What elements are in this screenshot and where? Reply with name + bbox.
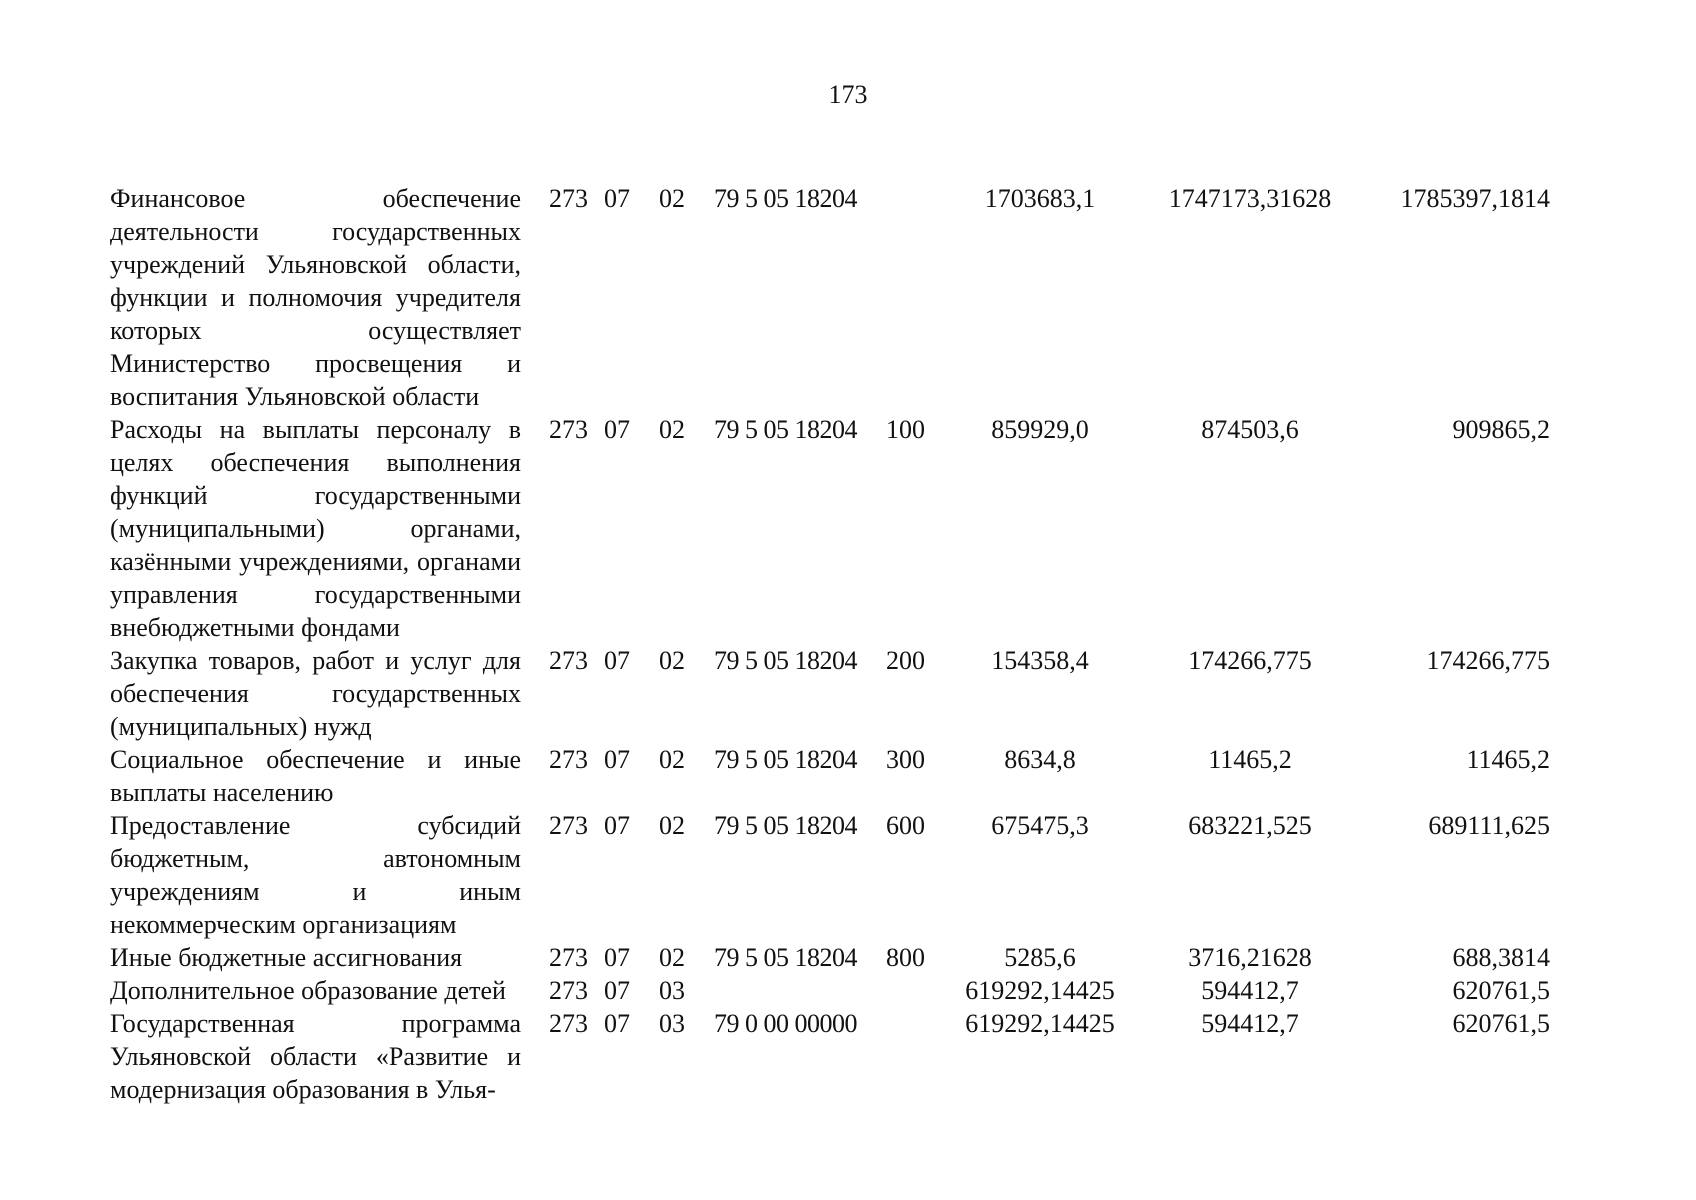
table-row bbox=[110, 974, 1580, 1007]
amount-year-3: 909865,2 bbox=[1452, 415, 1550, 444]
section-code: 07 bbox=[604, 646, 630, 675]
amount-year-3: 1785397,1814 bbox=[1400, 184, 1550, 213]
amount-year-1: 619292,14425 bbox=[965, 1009, 1115, 1038]
ved-code: 273 bbox=[549, 184, 588, 213]
amount-year-2: 683221,525 bbox=[1188, 811, 1312, 840]
section-code: 07 bbox=[604, 1009, 630, 1038]
page-number: 173 bbox=[828, 80, 868, 109]
item-name: Закупка товаров, работ и услуг для обеспечения государственных (муниципальных) нужд bbox=[110, 646, 521, 741]
table-row bbox=[110, 1007, 1580, 1106]
subsection-code: 02 bbox=[659, 811, 685, 840]
subsection-code: 02 bbox=[659, 415, 685, 444]
amount-year-3: 688,3814 bbox=[1452, 943, 1550, 972]
amount-year-3: 11465,2 bbox=[1466, 745, 1550, 774]
table-row bbox=[110, 743, 1580, 809]
target-item-code: 79 5 05 18204 bbox=[714, 811, 857, 840]
amount-year-2: 874503,6 bbox=[1201, 415, 1299, 444]
section-code: 07 bbox=[604, 943, 630, 972]
section-code: 07 bbox=[604, 811, 630, 840]
target-item-code: 79 5 05 18204 bbox=[714, 184, 857, 213]
expense-type-code: 200 bbox=[886, 646, 925, 675]
table-row bbox=[110, 413, 1580, 644]
expense-type-code: 600 bbox=[886, 811, 925, 840]
amount-year-1: 675475,3 bbox=[991, 811, 1089, 840]
amount-year-2: 174266,775 bbox=[1188, 646, 1312, 675]
subsection-code: 03 bbox=[659, 1009, 685, 1038]
target-item-code: 79 0 00 00000 bbox=[714, 1009, 857, 1038]
ved-code: 273 bbox=[549, 1009, 588, 1038]
amount-year-3: 620761,5 bbox=[1452, 976, 1550, 1005]
amount-year-2: 11465,2 bbox=[1208, 745, 1292, 774]
amount-year-1: 8634,8 bbox=[1004, 745, 1076, 774]
expense-type-code bbox=[882, 178, 940, 413]
item-name: Финансовое обеспечение деятельности государственных учреждений Ульяновской области, функции и полномочия учредителя которых осуществляет Министерство просвещения и воспитания Ульяновской области bbox=[110, 184, 521, 411]
item-name: Дополнительное образование детей bbox=[110, 976, 506, 1005]
subsection-code: 02 bbox=[659, 745, 685, 774]
ved-code: 273 bbox=[549, 646, 588, 675]
expense-type-code bbox=[882, 974, 940, 1007]
amount-year-2: 594412,7 bbox=[1201, 976, 1299, 1005]
item-name: Предоставление субсидий бюджетным, автономным учреждениям и иным некоммерческим организациям bbox=[110, 811, 521, 939]
section-code: 07 bbox=[604, 976, 630, 1005]
item-name: Расходы на выплаты персоналу в целях обеспечения выполнения функций государственными (муниципальными) органами, казёнными учреждениями, органами управления государственными внебюджетными фондами bbox=[110, 415, 521, 642]
item-name: Социальное обеспечение и иные выплаты населению bbox=[110, 745, 521, 807]
section-code: 07 bbox=[604, 745, 630, 774]
target-item-code: 79 5 05 18204 bbox=[714, 943, 857, 972]
budget-table bbox=[110, 178, 1580, 1106]
target-item-code: 79 5 05 18204 bbox=[714, 745, 857, 774]
amount-year-2: 1747173,31628 bbox=[1168, 184, 1332, 213]
amount-year-1: 619292,14425 bbox=[965, 976, 1115, 1005]
expense-type-code: 300 bbox=[886, 745, 925, 774]
subsection-code: 02 bbox=[659, 943, 685, 972]
amount-year-2: 3716,21628 bbox=[1188, 943, 1312, 972]
table-row bbox=[110, 809, 1580, 941]
expense-type-code bbox=[882, 1007, 940, 1106]
ved-code: 273 bbox=[549, 976, 588, 1005]
expense-type-code: 100 bbox=[886, 415, 925, 444]
amount-year-3: 174266,775 bbox=[1426, 646, 1550, 675]
amount-year-3: 689111,625 bbox=[1428, 811, 1550, 840]
section-code: 07 bbox=[604, 415, 630, 444]
table-row bbox=[110, 178, 1580, 413]
table-row bbox=[110, 941, 1580, 974]
target-item-code: 79 5 05 18204 bbox=[714, 415, 857, 444]
amount-year-1: 5285,6 bbox=[1004, 943, 1076, 972]
target-item-code bbox=[700, 974, 882, 1007]
ved-code: 273 bbox=[549, 415, 588, 444]
expense-type-code: 800 bbox=[886, 943, 925, 972]
subsection-code: 03 bbox=[659, 976, 685, 1005]
target-item-code: 79 5 05 18204 bbox=[714, 646, 857, 675]
section-code: 07 bbox=[604, 184, 630, 213]
table-row bbox=[110, 644, 1580, 743]
subsection-code: 02 bbox=[659, 646, 685, 675]
amount-year-3: 620761,5 bbox=[1452, 1009, 1550, 1038]
amount-year-1: 859929,0 bbox=[991, 415, 1089, 444]
item-name: Государственная программа Ульяновской области «Развитие и модернизация образования в Улья- bbox=[110, 1009, 521, 1104]
item-name: Иные бюджетные ассигнования bbox=[110, 943, 463, 972]
amount-year-1: 1703683,1 bbox=[984, 184, 1096, 213]
ved-code: 273 bbox=[549, 745, 588, 774]
ved-code: 273 bbox=[549, 943, 588, 972]
subsection-code: 02 bbox=[659, 184, 685, 213]
amount-year-2: 594412,7 bbox=[1201, 1009, 1299, 1038]
ved-code: 273 bbox=[549, 811, 588, 840]
amount-year-1: 154358,4 bbox=[991, 646, 1089, 675]
